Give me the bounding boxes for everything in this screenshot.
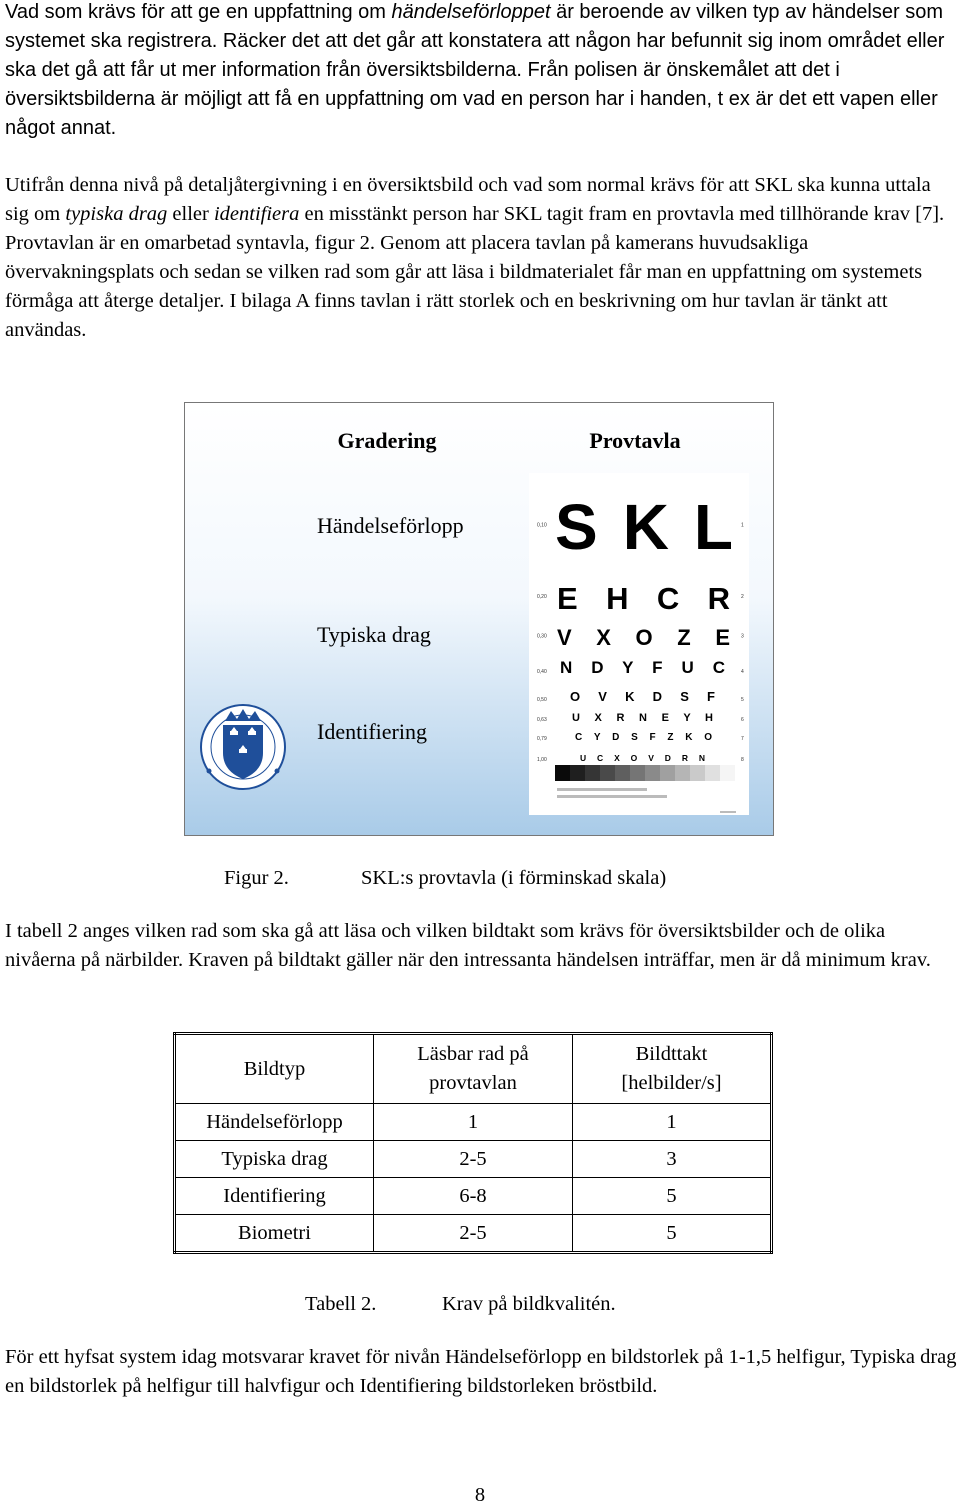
header-image-type-label: Bildtyp [243, 1057, 306, 1080]
para2-text-c: en misstänkt person har SKL tagit fram en provtavla med tillhörande krav [7]. Provtavlan är en omarbetad syntavla, figur 2. Genom att placera tavlan på kamerans huvudsakliga övervakningsplats och sedan se vilken rad som går att läsa i bildmaterialet får man en uppfattning om systemets förmåga att återge detaljer. I bilaga A finns tavlan i rätt storlek och en beskrivning om hur tavlan är tänkt att användas. [5, 203, 945, 341]
para1-text-b: är beroende av vilken typ av händelser som systemet ska registrera. Räcker det att det går att konstatera att någon har befunnit sig inom området eller ska det gå att får ut mer information från översiktsbilderna. Från polisen är önskemålet att det i översiktsbilderna är möjligt att få en uppfattning om vad en person har i handen, t ex är det ett vapen eller något annat. [5, 1, 945, 139]
cell-readable-row: 2-5 [374, 1141, 573, 1178]
chart-row-acuity-label: 0,30 [537, 633, 547, 640]
table-caption-text: Krav på bildkvalitén. [442, 1293, 616, 1315]
table-row [175, 1178, 772, 1215]
para1-emphasis: händelseförloppet [391, 1, 551, 23]
chart-row-acuity-label: 0,40 [537, 669, 547, 675]
table-intro-paragraph: I tabell 2 anges vilken rad som ska gå att läsa och vilken bildtakt som krävs för översiktsbilder och de olika nivåerna på närbilder. Kraven på bildtakt gäller när den intressanta händelsen inträffar, men är då minimum krav. [5, 920, 931, 971]
test-chart-figure [184, 402, 774, 836]
chart-row-number: 8 [741, 757, 744, 763]
chart-row-letters: C Y D S F Z K O [575, 732, 712, 743]
method-paragraph [5, 171, 957, 345]
header-readable-row [374, 1034, 573, 1104]
table-row [175, 1215, 772, 1253]
para2-text-a: Utifrån denna nivå på detaljåtergivning i en översiktsbild och vad som normal krävs för att SKL ska kunna uttala sig om [5, 174, 931, 225]
grayscale-step [690, 765, 705, 781]
cell-image-type: Biometri [175, 1215, 374, 1253]
grayscale-step [570, 765, 585, 781]
chart-row-number: 7 [741, 736, 744, 742]
chart-row-number: 3 [741, 633, 744, 640]
para2-emphasis-1: typiska drag [65, 203, 168, 225]
grayscale-step [720, 765, 735, 781]
chart-row-number: 6 [741, 717, 744, 723]
chart-row-acuity-label: 0,79 [537, 736, 547, 742]
cell-image-type: Händelseförlopp [175, 1104, 374, 1141]
chart-row-acuity-label: 0,10 [537, 522, 547, 529]
chart-row-letters: U X R N E Y H [572, 712, 713, 724]
grayscale-step [645, 765, 660, 781]
grade-2: Typiska drag [317, 622, 431, 647]
chart-row-letters: U C X O V D R N [580, 753, 705, 763]
chart-title: Provtavla [589, 428, 681, 453]
cell-image-type: Identifiering [175, 1178, 374, 1215]
grayscale-strip [555, 765, 735, 781]
skl-seal-emblem [201, 705, 285, 789]
grading-title: Gradering [337, 428, 437, 453]
grayscale-step [705, 765, 720, 781]
chart-row-letters: V X O Z E [557, 625, 730, 650]
grayscale-step [660, 765, 675, 781]
chart-row-acuity-label: 0,63 [537, 717, 547, 723]
chart-row-number: 2 [741, 594, 744, 601]
table-caption-label: Tabell 2. [305, 1293, 377, 1315]
grayscale-step [555, 765, 570, 781]
figure-caption-text: SKL:s provtavla (i förminskad skala) [361, 867, 667, 889]
chart-footnote-line [557, 788, 647, 791]
test-chart-graphic [185, 403, 773, 835]
table-row [175, 1104, 772, 1141]
grayscale-step [600, 765, 615, 781]
cell-readable-row: 1 [374, 1104, 573, 1141]
cell-frame-rate: 5 [573, 1178, 772, 1215]
page-number: 8 [474, 1484, 486, 1506]
header-frame-rate-line1: Bildttakt [635, 1043, 708, 1065]
intro-paragraph [5, 0, 957, 143]
para1-text-a: Vad som krävs för att ge en uppfattning om [5, 1, 392, 23]
table-header-row [175, 1034, 772, 1104]
grayscale-step [630, 765, 645, 781]
chart-row-acuity-label: 1,00 [537, 757, 547, 763]
chart-row-letters: S K L [555, 491, 733, 563]
cell-readable-row: 6-8 [374, 1178, 573, 1215]
chart-row-letters: E H C R [557, 581, 730, 616]
chart-row-acuity-label: 0,50 [537, 697, 547, 703]
header-frame-rate [573, 1034, 772, 1104]
cell-readable-row: 2-5 [374, 1215, 573, 1253]
requirements-table [173, 1032, 773, 1254]
chart-row-number: 5 [741, 697, 744, 703]
para2-text-b: eller [167, 203, 214, 225]
grade-1: Händelseförlopp [317, 513, 464, 538]
chart-row-acuity-label: 0,20 [537, 594, 547, 601]
header-frame-rate-line2: [helbilder/s] [621, 1072, 722, 1094]
grayscale-step [585, 765, 600, 781]
chart-row-letters: O V K D S F [570, 689, 715, 704]
cell-frame-rate: 1 [573, 1104, 772, 1141]
conclusion-paragraph: För ett hyfsat system idag motsvarar kravet för nivån Händelseförlopp en bildstorlek på 1-1,5 helfigur, Typiska drag en bildstorlek på helfigur till halvfigur och Identifiering bildstorleken bröstbild. [5, 1346, 957, 1397]
grayscale-step [675, 765, 690, 781]
chart-row-number: 4 [741, 669, 744, 675]
chart-footnote-line-2 [557, 795, 667, 798]
header-readable-row-line1: Läsbar rad på [417, 1043, 529, 1065]
cell-frame-rate: 5 [573, 1215, 772, 1253]
chart-footnote-mark [720, 811, 736, 813]
table-row [175, 1141, 772, 1178]
grayscale-step [615, 765, 630, 781]
figure-caption-label: Figur 2. [224, 867, 289, 889]
header-readable-row-line2: provtavlan [429, 1072, 517, 1094]
cell-image-type: Typiska drag [175, 1141, 374, 1178]
chart-row-number: 1 [741, 522, 744, 529]
para2-emphasis-2: identifiera [213, 203, 300, 225]
chart-row-letters: N D Y F U C [560, 658, 725, 677]
cell-frame-rate: 3 [573, 1141, 772, 1178]
header-image-type [175, 1034, 374, 1104]
grade-3: Identifiering [317, 719, 427, 744]
